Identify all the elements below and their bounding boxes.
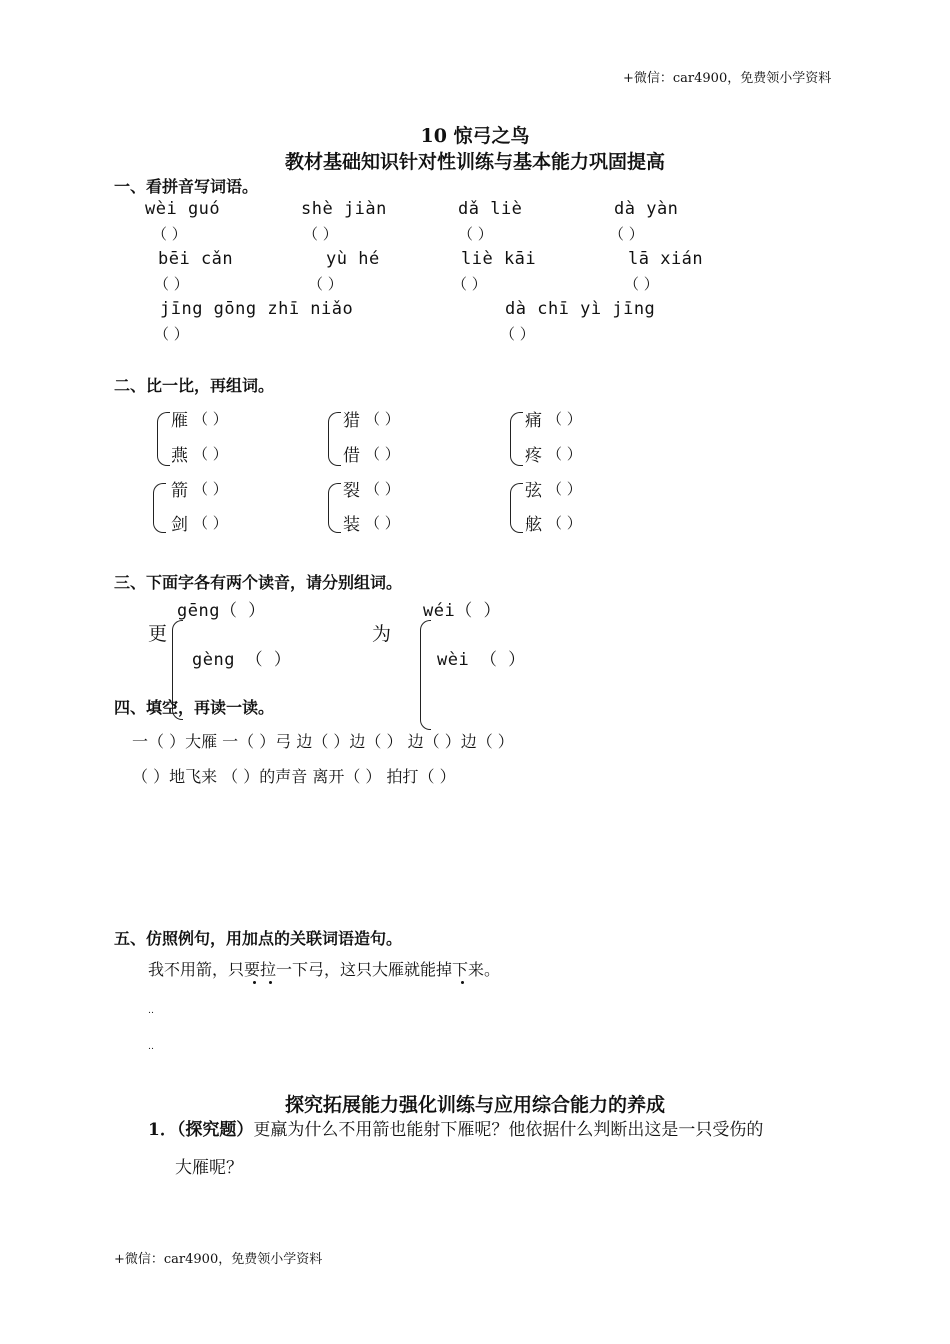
answer-blank[interactable]: （ ） [308,275,343,293]
compare-char: 弦 [525,481,542,501]
section-1-heading: 一、看拼音写词语。 [114,177,259,196]
answer-blank[interactable]: （ ） [609,225,644,243]
brace [510,412,523,466]
pinyin-6: yù hé [326,249,380,269]
section-2-heading: 二、比一比，再组词。 [114,376,275,395]
fill-line-2[interactable]: （ ）地飞来 （ ）的声音 离开（ ） 拍打（ ） [132,767,456,786]
compare-char: 燕 [171,446,188,466]
polyphone-char: 为 [372,623,392,645]
section-5-heading: 五、仿照例句，用加点的关联词语造句。 [114,929,403,948]
answer-line-marker[interactable]: ‥ [148,1006,155,1016]
answer-blank[interactable]: （ ） [458,225,493,243]
answer-blank-wide[interactable]: （ ） [500,325,535,343]
compare-char: 雁 [171,411,188,431]
answer-line-marker[interactable]: ‥ [148,1042,155,1052]
pinyin-2: shè jiàn [301,199,387,219]
compare-char: 舷 [525,515,542,535]
brace [157,412,170,466]
compare-char: 剑 [171,515,188,535]
pinyin-5: bēi cǎn [158,249,234,269]
fill-line-1[interactable]: 一（ ）大雁 一（ ）弓 边（ ）边（ ） 边（ ）边（ ） [132,732,514,751]
brace [328,483,341,533]
pinyin-4: dà yàn [614,199,679,219]
question-text: 更羸为什么不用箭也能射下雁呢？他依据什么判断出这是一只受伤的 [253,1120,764,1140]
word-blank[interactable]: （ ） [365,410,400,428]
reading[interactable]: wèi （ ） [437,650,526,670]
compare-char: 装 [343,515,360,535]
emphasis-dot [269,981,272,984]
pinyin-10: dà chī yì jīng [505,299,656,319]
word-blank[interactable]: （ ） [365,514,400,532]
reading[interactable]: wéi（ ） [423,601,501,621]
reading[interactable]: gèng （ ） [192,650,292,670]
pinyin-9: jīng gōng zhī niǎo [160,299,354,319]
reading[interactable]: gēng（ ） [177,601,266,621]
brace [328,412,341,466]
word-blank[interactable]: （ ） [193,445,228,463]
question-text-cont: 大雁呢？ [175,1158,243,1178]
answer-blank[interactable]: （ ） [452,275,487,293]
brace [420,620,431,730]
compare-char: 疼 [525,446,542,466]
section-4-heading: 四、填空，再读一读。 [114,698,275,717]
question-1 [148,1115,763,1140]
pinyin-8: lā xián [628,249,704,269]
header-note: +微信：car4900，免费领小学资料 [623,71,832,86]
compare-char: 裂 [343,481,360,501]
word-blank[interactable]: （ ） [547,480,582,498]
word-blank[interactable]: （ ） [193,514,228,532]
question-tag: （探究题） [176,1120,254,1140]
pinyin-3: dǎ liè [458,199,523,219]
lesson-subtitle: 教材基础知识针对性训练与基本能力巩固提高 [284,151,665,173]
answer-blank[interactable]: （ ） [154,275,189,293]
word-blank[interactable]: （ ） [547,410,582,428]
pinyin-1: wèi guó [145,199,221,219]
brace [153,483,166,533]
word-blank[interactable]: （ ） [365,480,400,498]
section-3-heading: 三、下面字各有两个读音，请分别组词。 [114,573,403,592]
footer-note: +微信：car4900，免费领小学资料 [114,1252,323,1267]
compare-char: 猎 [343,411,360,431]
compare-char: 痛 [525,411,542,431]
question-number: 1． [148,1120,177,1140]
compare-char: 借 [343,446,360,466]
word-blank[interactable]: （ ） [547,445,582,463]
emphasis-dot [461,981,464,984]
emphasis-dot [253,981,256,984]
pinyin-7: liè kāi [461,249,537,269]
answer-blank-wide[interactable]: （ ） [154,325,189,343]
word-blank[interactable]: （ ） [193,480,228,498]
example-sentence: 我不用箭，只要拉一下弓，这只大雁就能掉下来。 [148,960,501,979]
word-blank[interactable]: （ ） [365,445,400,463]
brace [510,483,523,533]
answer-blank[interactable]: （ ） [624,275,659,293]
word-blank[interactable]: （ ） [547,514,582,532]
lesson-title: 10 惊弓之鸟 [420,125,530,147]
answer-blank[interactable]: （ ） [303,225,338,243]
part-2-title: 探究拓展能力强化训练与应用综合能力的养成 [284,1094,665,1116]
word-blank[interactable]: （ ） [193,410,228,428]
polyphone-char: 更 [148,623,168,645]
compare-char: 箭 [171,481,188,501]
answer-blank[interactable]: （ ） [152,225,187,243]
